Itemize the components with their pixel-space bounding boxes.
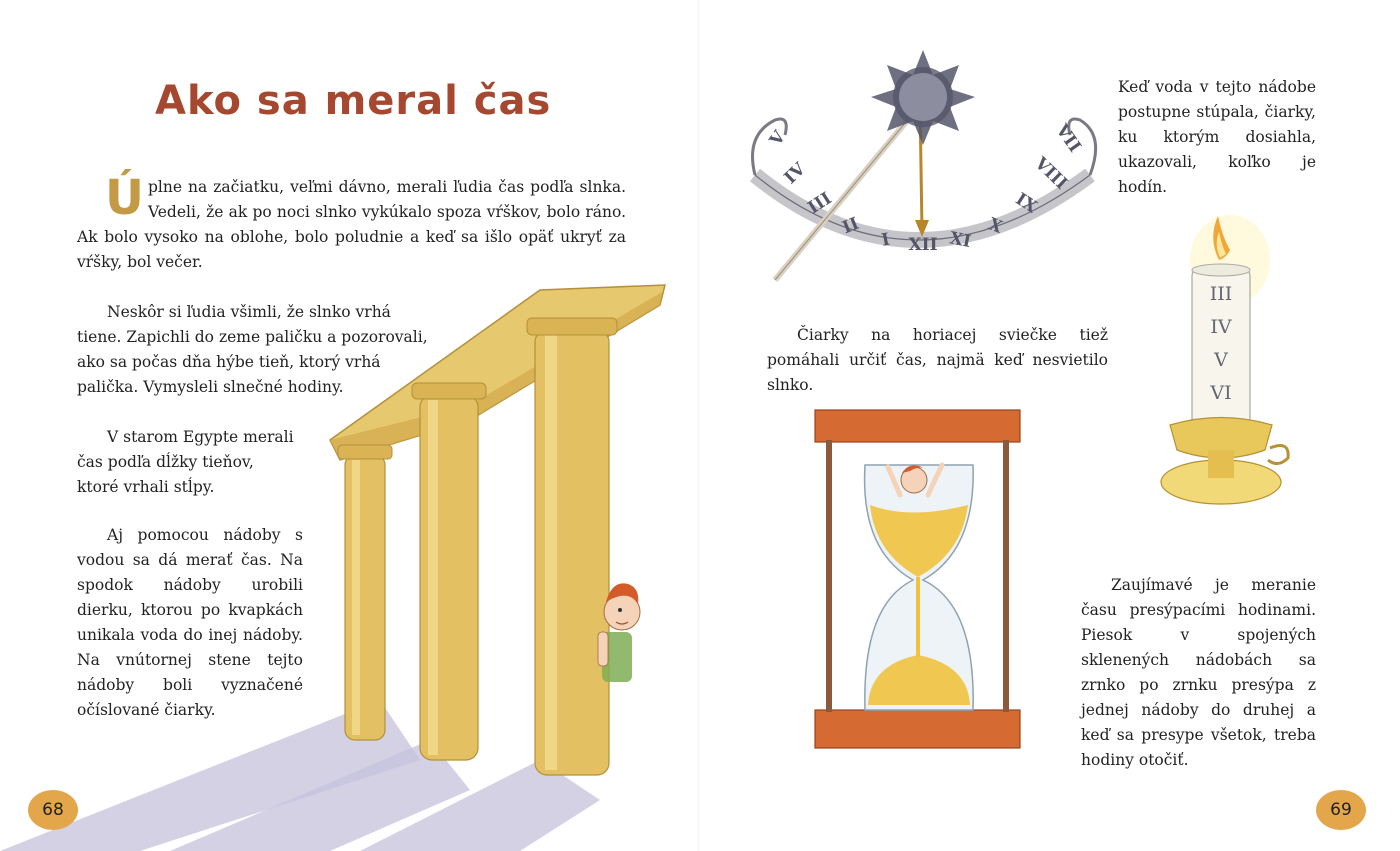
- paragraph-candle: [767, 323, 1108, 398]
- sundial-numeral: III: [804, 188, 836, 219]
- paragraph-hourglass-text: Zaujímavé je meranie času presýpacími hodinami. Piesok v spojených sklenených nádobách sa zrnko po zrnku presýpa z jednej nádoby do druhej a keď sa presype všetok, treba hodiny otočiť.: [1081, 576, 1316, 769]
- paragraph-shadows-text: Neskôr si ľudia všimli, že slnko vrhá tiene. Zapichli do zeme paličku a pozorovali, ako sa počas dňa hýbe tieň, ktorý vrhá palička. Vymysleli slnečné hodiny.: [77, 303, 428, 396]
- paragraph-shadows: [77, 300, 433, 400]
- sundial-numeral: IV: [780, 159, 810, 189]
- hourglass-illustration: [810, 405, 1040, 775]
- candle-numeral: III: [1209, 283, 1233, 305]
- sundial-numeral: V: [765, 127, 790, 150]
- candle-numeral: VI: [1210, 382, 1232, 404]
- sundial-numeral: I: [879, 229, 892, 251]
- candle-numeral: IV: [1210, 316, 1232, 338]
- candle-numeral: V: [1214, 349, 1228, 371]
- page-number-left: 68: [28, 790, 78, 830]
- paragraph-water-level-text: Keď voda v tejto nádobe postupne stúpala, čiarky, ku ktorým dosiahla, ukazovali, koľko je hodín.: [1118, 78, 1316, 196]
- paragraph-candle-text: Čiarky na horiacej sviečke tiež pomáhali určiť čas, najmä keď nesvietilo slnko.: [767, 326, 1108, 394]
- paragraph-hourglass: [1081, 573, 1316, 773]
- sundial-numeral: VII: [1051, 120, 1085, 157]
- intro-paragraph-text: plne na začiatku, veľmi dávno, merali ľudia čas podľa slnka. Vedeli, že ak po noci slnko vykúkalo spoza vŕškov, bolo ráno. Ak bolo vysoko na oblohe, bolo poludnie a keď sa išlo opäť ukryť za vŕšky, bol večer.: [77, 178, 626, 271]
- page-title: Ako sa meral čas: [155, 78, 552, 124]
- sundial-numeral: II: [839, 213, 862, 239]
- sundial-numeral: IX: [1011, 189, 1041, 218]
- paragraph-water-vessel: [77, 523, 303, 723]
- candle-illustration: [1150, 210, 1300, 540]
- paragraph-water-vessel-text: Aj pomocou nádoby s vodou sa dá merať čas. Na spodok nádoby urobili dierku, ktorou po kvapkách unikala voda do inej nádoby. Na vnútornej stene tejto nádoby boli vyznačené očíslované čiarky.: [77, 526, 303, 719]
- right-page: [700, 0, 1400, 851]
- paragraph-egypt-text: V starom Egypte merali čas podľa dĺžky tieňov, ktoré vrhali stĺpy.: [77, 428, 294, 496]
- paragraph-egypt: [77, 425, 299, 500]
- sundial-numeral: XI: [947, 228, 973, 253]
- child-peeking-illustration: [598, 570, 658, 690]
- intro-paragraph: [77, 170, 626, 275]
- sundial-numeral: XII: [908, 235, 938, 255]
- paragraph-water-level: [1118, 75, 1316, 200]
- drop-cap: Ú: [105, 170, 144, 226]
- sundial-illustration: [745, 45, 1105, 305]
- sundial-numeral: VIII: [1030, 153, 1072, 194]
- page-number-right: 69: [1316, 790, 1366, 830]
- sundial-numeral: X: [985, 214, 1006, 238]
